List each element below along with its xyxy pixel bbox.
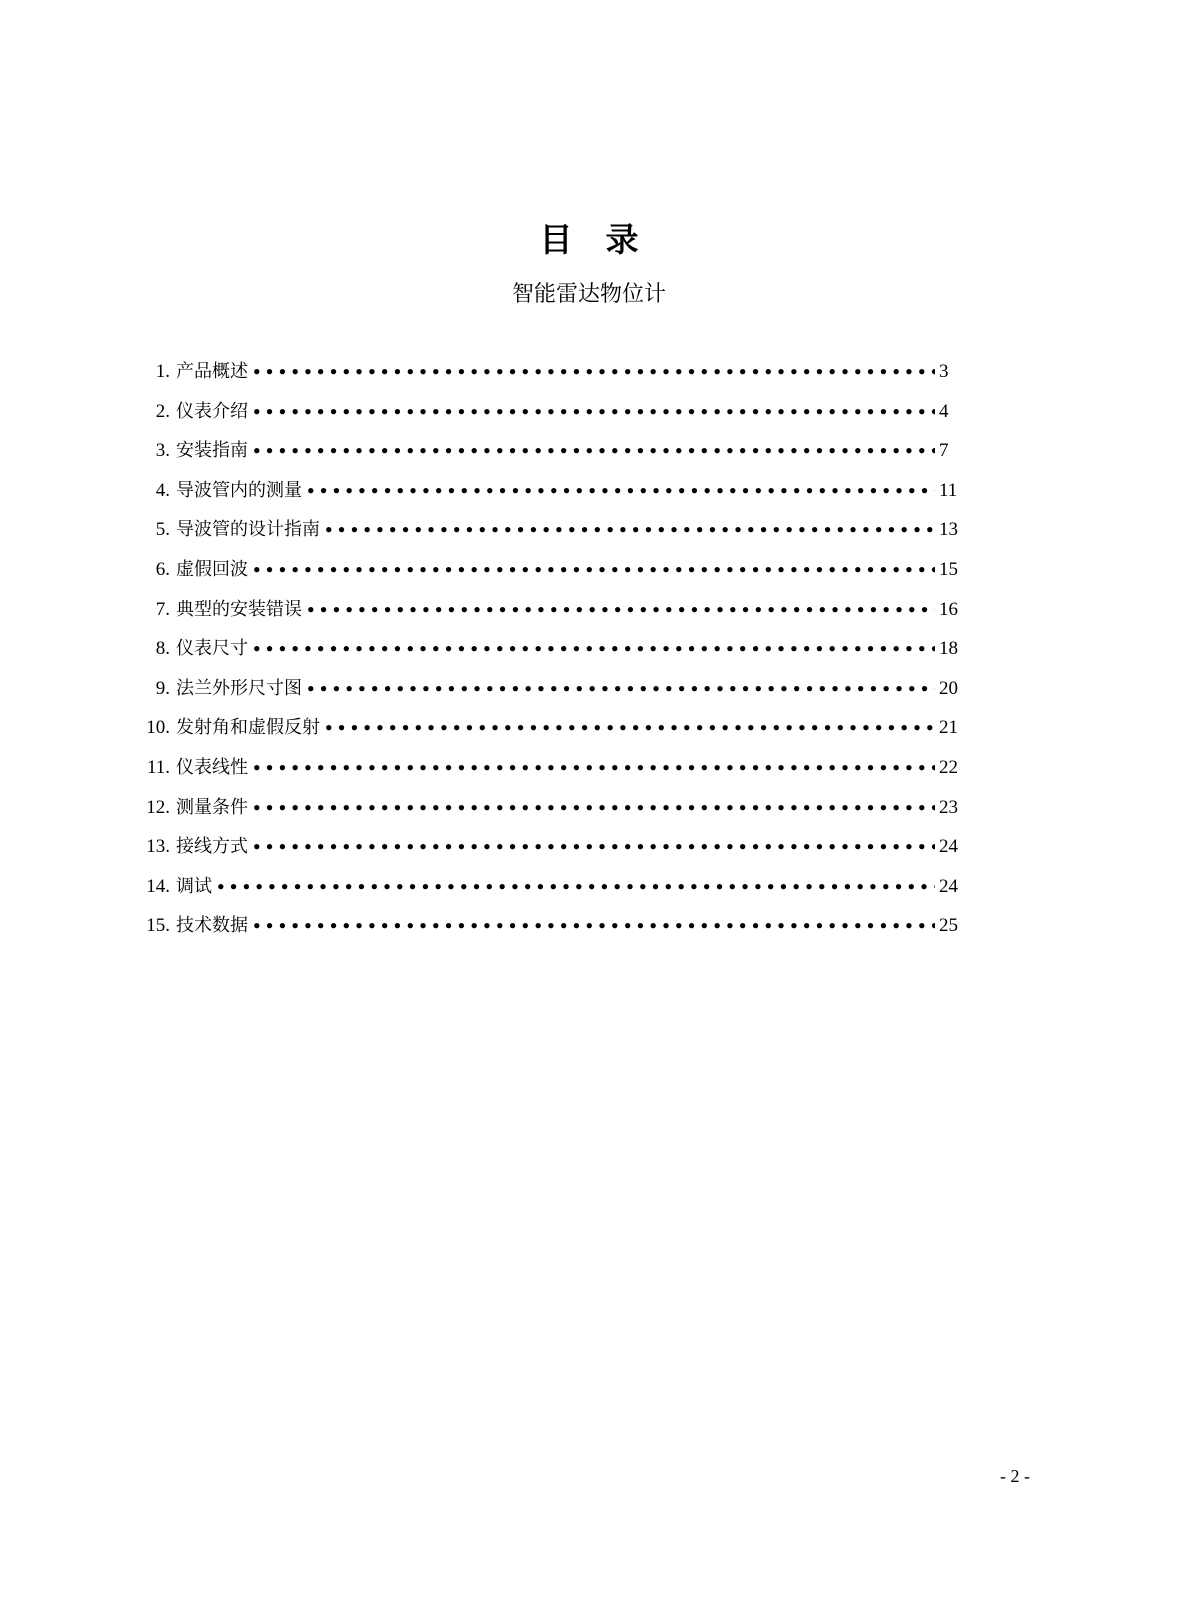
toc-entry-number: 11. [146, 756, 170, 778]
toc-entry-page: 4 [939, 400, 949, 422]
toc-entry-number: 9. [155, 677, 170, 699]
toc-entry[interactable] [120, 832, 973, 872]
toc-entry[interactable] [120, 476, 973, 516]
toc-entry-number: 7. [155, 598, 170, 620]
toc-entry-number: 2. [155, 400, 170, 422]
toc-entry-number: 13. [146, 836, 170, 858]
toc-entry[interactable] [120, 436, 973, 476]
toc-entry-page: 22 [939, 756, 958, 778]
toc-leader-dots [252, 634, 935, 664]
toc-entry-number: 3. [155, 440, 170, 462]
toc-entry-label: 虚假回波 [176, 558, 248, 580]
toc-entry-label: 产品概述 [176, 361, 248, 382]
toc-entry[interactable] [120, 595, 973, 635]
toc-entry[interactable] [120, 872, 973, 912]
toc-entry[interactable] [120, 753, 973, 793]
toc-leader-dots [306, 674, 935, 704]
toc-entry-number: 12. [146, 796, 170, 818]
toc-entry-page: 24 [939, 875, 958, 897]
toc-entry-number: 15. [146, 915, 170, 937]
toc-entry-page: 11 [939, 479, 958, 501]
toc-entry[interactable] [120, 674, 973, 714]
toc-leader-dots [252, 436, 935, 466]
toc-entry-page: 7 [939, 440, 949, 462]
toc-leader-dots [306, 595, 935, 625]
toc-entry-page: 24 [939, 836, 958, 858]
toc-entry-label: 导波管内的测量 [176, 479, 302, 501]
toc-leader-dots [252, 832, 935, 862]
toc-entry[interactable] [120, 911, 973, 951]
toc-entry-label: 法兰外形尺寸图 [176, 677, 302, 699]
toc-entry-number: 5. [155, 519, 170, 541]
toc-entry-page: 20 [939, 677, 958, 699]
toc-entry[interactable] [120, 713, 973, 753]
page-title: 目 录 [539, 220, 639, 259]
toc-leader-dots [252, 357, 935, 387]
toc-entry[interactable] [120, 793, 973, 833]
toc-entry[interactable] [120, 397, 973, 437]
toc-entry-page: 25 [939, 915, 958, 937]
toc-entry-number: 8. [155, 638, 170, 660]
toc-entry-page: 21 [939, 717, 958, 739]
table-of-contents [120, 357, 973, 951]
toc-entry-label: 仪表线性 [176, 756, 248, 778]
toc-entry-page: 16 [939, 598, 958, 620]
toc-leader-dots [252, 911, 935, 941]
toc-entry-number: 4. [155, 479, 170, 501]
toc-leader-dots [252, 397, 935, 427]
toc-entry-label: 导波管的设计指南 [176, 519, 320, 541]
toc-entry-label: 技术数据 [176, 915, 248, 937]
page-number-footer: - 2 - [1000, 1466, 1030, 1486]
toc-leader-dots [324, 515, 935, 545]
toc-leader-dots [252, 555, 935, 585]
toc-entry-number: 14. [146, 875, 170, 897]
toc-entry-label: 仪表介绍 [176, 400, 248, 422]
toc-leader-dots [252, 793, 935, 823]
toc-entry[interactable] [120, 357, 973, 397]
toc-entry-label: 接线方式 [176, 836, 248, 858]
toc-entry-label: 典型的安装错误 [176, 598, 302, 620]
toc-leader-dots [306, 476, 935, 506]
toc-entry-number: 10. [146, 717, 170, 739]
toc-entry-page: 23 [939, 796, 958, 818]
toc-entry-label: 安装指南 [176, 440, 248, 462]
toc-entry-page: 3 [939, 361, 949, 382]
toc-entry-number: 1. [155, 361, 170, 382]
toc-entry[interactable] [120, 555, 973, 595]
document-subtitle: 智能雷达物位计 [511, 282, 666, 307]
toc-entry[interactable] [120, 515, 973, 555]
toc-entry-label: 测量条件 [176, 796, 248, 818]
toc-entry-label: 发射角和虚假反射 [176, 717, 320, 739]
toc-entry-page: 13 [939, 519, 958, 541]
toc-entry-number: 6. [155, 558, 170, 580]
toc-entry-label: 调试 [176, 875, 212, 897]
toc-entry-label: 仪表尺寸 [176, 638, 248, 660]
toc-entry-page: 15 [939, 558, 958, 580]
toc-entry[interactable] [120, 634, 973, 674]
toc-leader-dots [324, 713, 935, 743]
toc-leader-dots [216, 872, 935, 902]
toc-leader-dots [252, 753, 935, 783]
toc-entry-page: 18 [939, 638, 958, 660]
